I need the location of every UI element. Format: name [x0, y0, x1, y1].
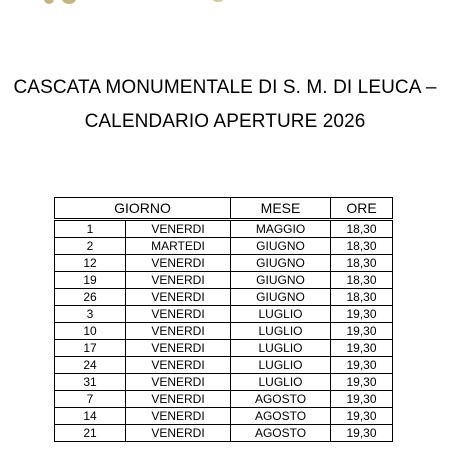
- cell-weekday: VENERDI: [126, 357, 231, 374]
- cell-month: LUGLIO: [231, 306, 331, 323]
- cell-weekday: VENERDI: [126, 272, 231, 289]
- cell-time: 19,30: [331, 323, 393, 340]
- opening-calendar-table: [54, 197, 393, 442]
- cell-month: GIUGNO: [231, 238, 331, 255]
- table-header-row: [55, 198, 393, 220]
- table-row: [55, 391, 393, 408]
- cell-time: 19,30: [331, 357, 393, 374]
- cell-weekday: VENERDI: [126, 408, 231, 425]
- cell-day-number: 12: [55, 255, 126, 272]
- cell-time: 18,30: [331, 255, 393, 272]
- cell-day-number: 1: [55, 220, 126, 238]
- cell-month: AGOSTO: [231, 391, 331, 408]
- cell-weekday: VENERDI: [126, 340, 231, 357]
- table-row: [55, 408, 393, 425]
- cell-weekday: VENERDI: [126, 306, 231, 323]
- cell-time: 18,30: [331, 289, 393, 306]
- cell-day-number: 17: [55, 340, 126, 357]
- cell-time: 19,30: [331, 340, 393, 357]
- cell-month: MAGGIO: [231, 220, 331, 238]
- table-row: [55, 272, 393, 289]
- cell-weekday: MARTEDI: [126, 238, 231, 255]
- header-giorno: GIORNO: [55, 198, 231, 220]
- table-row: [55, 323, 393, 340]
- cell-month: LUGLIO: [231, 374, 331, 391]
- cell-time: 18,30: [331, 238, 393, 255]
- logo-fragment: [62, 0, 76, 4]
- table-row: [55, 374, 393, 391]
- table-row: [55, 220, 393, 238]
- cell-time: 19,30: [331, 408, 393, 425]
- cell-day-number: 7: [55, 391, 126, 408]
- logo-fragment: [212, 0, 224, 2]
- cell-month: GIUGNO: [231, 289, 331, 306]
- cell-day-number: 2: [55, 238, 126, 255]
- table-row: [55, 289, 393, 306]
- table-row: [55, 357, 393, 374]
- header-mese: MESE: [231, 198, 331, 220]
- document-title-line-1: CASCATA MONUMENTALE DI S. M. DI LEUCA –: [13, 77, 437, 98]
- table-row: [55, 340, 393, 357]
- cell-day-number: 10: [55, 323, 126, 340]
- cell-month: AGOSTO: [231, 408, 331, 425]
- cell-time: 19,30: [331, 425, 393, 442]
- cell-weekday: VENERDI: [126, 425, 231, 442]
- table-row: [55, 238, 393, 255]
- cell-day-number: 3: [55, 306, 126, 323]
- cell-month: GIUGNO: [231, 272, 331, 289]
- cell-time: 18,30: [331, 220, 393, 238]
- cell-day-number: 21: [55, 425, 126, 442]
- logo-fragment: [44, 0, 54, 4]
- cell-day-number: 24: [55, 357, 126, 374]
- cell-weekday: VENERDI: [126, 220, 231, 238]
- cell-day-number: 26: [55, 289, 126, 306]
- cell-day-number: 14: [55, 408, 126, 425]
- cell-weekday: VENERDI: [126, 391, 231, 408]
- cell-time: 18,30: [331, 272, 393, 289]
- cell-time: 19,30: [331, 391, 393, 408]
- cell-weekday: VENERDI: [126, 323, 231, 340]
- cell-weekday: VENERDI: [126, 289, 231, 306]
- table-row: [55, 255, 393, 272]
- cell-month: AGOSTO: [231, 425, 331, 442]
- header-ore: ORE: [331, 198, 393, 220]
- cell-time: 19,30: [331, 306, 393, 323]
- table-row: [55, 306, 393, 323]
- cell-month: LUGLIO: [231, 323, 331, 340]
- cell-month: LUGLIO: [231, 357, 331, 374]
- cell-day-number: 31: [55, 374, 126, 391]
- cell-weekday: VENERDI: [126, 374, 231, 391]
- cell-month: GIUGNO: [231, 255, 331, 272]
- cell-day-number: 19: [55, 272, 126, 289]
- table-row: [55, 425, 393, 442]
- cell-month: LUGLIO: [231, 340, 331, 357]
- cell-weekday: VENERDI: [126, 255, 231, 272]
- table-body: [55, 220, 393, 442]
- document-title-line-2: CALENDARIO APERTURE 2026: [84, 111, 366, 132]
- cell-time: 19,30: [331, 374, 393, 391]
